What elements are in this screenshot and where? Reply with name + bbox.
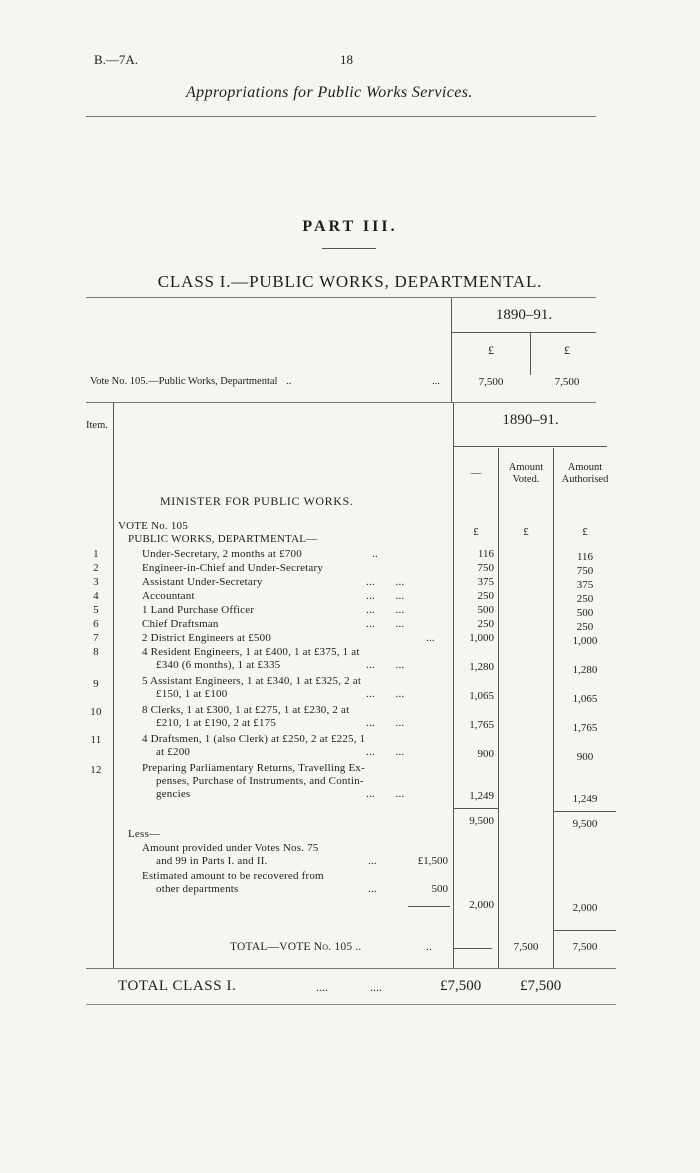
less-leader: ...	[368, 883, 377, 895]
item-amount-authorised: 116	[576, 551, 594, 563]
item-description-cont: at £200	[156, 746, 191, 758]
detail-bottom-rule	[86, 968, 616, 969]
minister-heading: MINISTER FOR PUBLIC WORKS.	[160, 494, 354, 508]
item-leader: ... ...	[366, 717, 405, 729]
total-authorised: 7,500	[572, 941, 598, 953]
item-amount-1890: 1,249	[469, 790, 494, 802]
item-description: Preparing Parliamentary Returns, Travelling Ex-	[142, 762, 365, 774]
item-leader: ... ...	[366, 659, 405, 671]
item-description-cont: £210, 1 at £190, 2 at £175	[156, 717, 277, 729]
item-description-cont: gencies	[156, 788, 191, 800]
item-leader: ...	[426, 632, 435, 644]
detail-currency-1: £	[473, 526, 479, 538]
item-leader: ..	[372, 548, 378, 560]
item-description: 5 Assistant Engineers, 1 at £340, 1 at £325, 2 at	[142, 675, 362, 687]
item-number: 12	[90, 764, 102, 776]
page-number: 18	[340, 52, 353, 67]
summary-authorised: 7,500	[554, 376, 580, 388]
detail-currency-3: £	[582, 526, 588, 538]
item-description: Under-Secretary, 2 months at £700	[142, 548, 302, 560]
summary-voted: 7,500	[478, 376, 504, 388]
item-leader: ... ...	[366, 604, 405, 616]
item-column-divider	[113, 403, 114, 968]
item-description: 1 Land Purchase Officer	[142, 604, 255, 616]
total-dash	[454, 948, 492, 949]
item-amount-1890: 375	[477, 576, 494, 588]
page-bottom-rule	[86, 1004, 616, 1005]
item-description: 4 Draftsmen, 1 (also Clerk) at £250, 2 at £225, 1	[142, 733, 366, 745]
item-number: 3	[93, 576, 99, 588]
less-amount-departments: 500	[431, 883, 448, 895]
summary-leader: ...	[432, 376, 440, 387]
item-leader: ... ...	[366, 618, 405, 630]
item-amount-1890: 250	[477, 618, 494, 630]
vote-number: VOTE No. 105	[118, 520, 188, 532]
item-amount-authorised: 250	[576, 621, 594, 633]
item-amount-authorised: 1,765	[572, 722, 598, 734]
detail-year-rule	[454, 446, 607, 447]
less-total-1890: 2,000	[469, 899, 494, 911]
item-amount-1890: 1,280	[469, 661, 494, 673]
item-amount-1890: 1,065	[469, 690, 494, 702]
item-leader: ... ...	[366, 746, 405, 758]
item-number: 8	[93, 646, 99, 658]
less-item-description-cont: and 99 in Parts I. and II.	[156, 855, 268, 867]
summary-top-rule	[86, 297, 596, 298]
item-description-cont: £150, 1 at £100	[156, 688, 228, 700]
less-total-rule	[408, 906, 450, 907]
item-number: 7	[93, 632, 99, 644]
detail-dash-header: —	[470, 468, 482, 479]
item-description: Accountant	[142, 590, 195, 602]
item-description: 4 Resident Engineers, 1 at £400, 1 at £375, 1 at	[142, 646, 360, 658]
item-leader: ... ...	[366, 590, 405, 602]
part-title: PART III.	[302, 218, 398, 235]
summary-currency-voted: £	[488, 343, 494, 357]
item-number: 10	[90, 706, 102, 718]
item-amount-1890: 500	[477, 604, 494, 616]
item-amount-authorised: 500	[576, 607, 594, 619]
item-leader: ... ...	[366, 688, 405, 700]
page-reference: B.—7A.	[94, 52, 139, 67]
subtotal-rule-1	[454, 808, 498, 809]
item-header: Item.	[86, 420, 108, 431]
less-total-authorised: 2,000	[572, 902, 598, 914]
item-number: 1	[93, 548, 99, 560]
item-amount-1890: 750	[477, 562, 494, 574]
item-description: Chief Draftsman	[142, 618, 219, 630]
class-total-label: TOTAL CLASS I.	[118, 978, 237, 994]
subtotal-1890: 9,500	[469, 815, 494, 827]
item-amount-1890: 1,765	[469, 719, 494, 731]
item-amount-authorised: 900	[576, 751, 594, 763]
class-total-authorised: £7,500	[520, 978, 562, 994]
detail-year: 1890–91.	[502, 412, 559, 428]
class-total-voted: £7,500	[440, 978, 482, 994]
item-amount-authorised: 1,249	[572, 793, 598, 805]
less-amount-votes: £1,500	[417, 855, 448, 867]
item-amount-authorised: 250	[576, 593, 594, 605]
item-leader: ... ...	[366, 788, 405, 800]
item-leader: ... ...	[366, 576, 405, 588]
item-number: 11	[90, 734, 102, 746]
item-amount-1890: 1,000	[469, 632, 494, 644]
vote-subheading: PUBLIC WORKS, DEPARTMENTAL—	[128, 533, 318, 545]
item-description: 2 District Engineers at £500	[142, 632, 272, 644]
item-amount-authorised: 1,065	[572, 693, 598, 705]
total-leader: ..	[426, 941, 432, 953]
item-amount-1890: 900	[477, 748, 494, 760]
total-vote-label: TOTAL—VOTE No. 105 ..	[230, 941, 362, 953]
item-number: 2	[93, 562, 99, 574]
subtotal-rule-2	[554, 811, 616, 812]
running-title: Appropriations for Public Works Services.	[186, 84, 473, 101]
subtotal-authorised: 9,500	[572, 818, 598, 830]
item-number: 4	[93, 590, 99, 602]
item-amount-authorised: 1,280	[572, 664, 598, 676]
less-item-description-cont: other departments	[156, 883, 239, 895]
summary-year: 1890–91.	[495, 307, 553, 323]
less-item-description: Amount provided under Votes Nos. 75	[142, 842, 319, 854]
summary-vote-label: Vote No. 105.—Public Works, Departmental ..	[90, 376, 292, 387]
item-description-cont: £340 (6 months), 1 at £335	[156, 659, 281, 671]
class-total-leader: .... ....	[316, 980, 382, 994]
detail-voted-header: Amount Voted.	[508, 462, 544, 485]
item-number: 5	[93, 604, 99, 616]
less-item-description: Estimated amount to be recovered from	[142, 870, 324, 882]
item-number: 9	[93, 678, 99, 690]
part-title-rule	[322, 248, 376, 249]
item-description: Assistant Under-Secretary	[142, 576, 263, 588]
item-amount-1890: 250	[477, 590, 494, 602]
less-label: Less—	[128, 828, 161, 840]
summary-currency-authorised: £	[564, 343, 570, 357]
item-description: Engineer-in-Chief and Under-Secretary	[142, 562, 324, 574]
item-amount-authorised: 750	[576, 565, 594, 577]
detail-currency-2: £	[523, 526, 529, 538]
item-description: 8 Clerks, 1 at £300, 1 at £275, 1 at £230, 2 at	[142, 704, 350, 716]
less-leader: ...	[368, 855, 377, 867]
detail-authorised-header: Amount Authorised	[561, 462, 609, 485]
item-amount-authorised: 375	[576, 579, 594, 591]
summary-year-rule	[452, 332, 596, 333]
summary-bottom-rule	[86, 402, 596, 403]
item-description-cont: penses, Purchase of Instruments, and Contin-	[156, 775, 364, 787]
item-amount-authorised: 1,000	[572, 635, 598, 647]
item-amount-1890: 116	[477, 548, 494, 560]
total-voted: 7,500	[513, 941, 539, 953]
detail-main-divider	[453, 403, 454, 968]
total-rule-authorised	[554, 930, 616, 931]
item-number: 6	[93, 618, 99, 630]
class-title: CLASS I.—PUBLIC WORKS, DEPARTMENTAL.	[157, 272, 543, 291]
header-rule	[86, 116, 596, 117]
